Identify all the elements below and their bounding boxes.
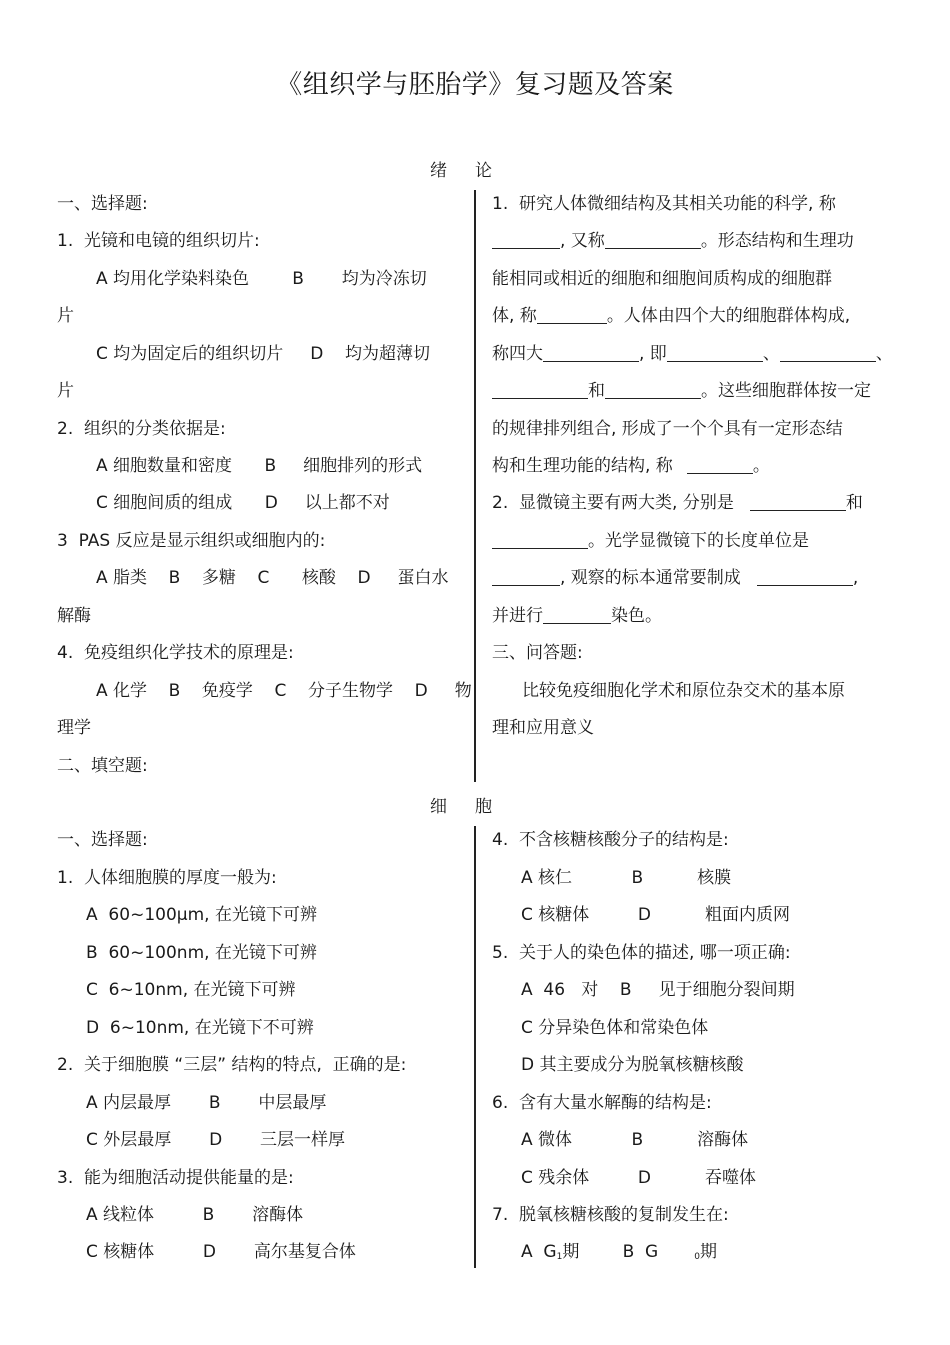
right-text-line: 和 。这些细胞群体按一定 (492, 380, 871, 402)
right-text-line: C 分异染色体和常染色体 (521, 1018, 709, 1038)
right-text-line: A 核仁 B 核膜 (521, 868, 732, 888)
right-text-line: 6. 含有大量水解酶的结构是: (492, 1093, 712, 1113)
left-text-line: 一、选择题: (57, 830, 148, 850)
left-text-line: 2. 关于细胞膜 “三层” 结构的特点, 正确的是: (57, 1055, 407, 1075)
right-text-line: 的规律排列组合, 形成了一个个具有一定形态结 (492, 419, 843, 439)
right-text-line: 三、问答题: (492, 643, 583, 663)
fill-blank (543, 345, 639, 362)
fill-blank (687, 457, 753, 474)
right-text-line: , 观察的标本通常要制成 , (492, 567, 858, 589)
column-divider (474, 826, 476, 1268)
left-text-line: C 均为固定后的组织切片 D 均为超薄切 (96, 344, 430, 364)
left-text-line: A 化学 B 免疫学 C 分子生物学 D 物 (96, 681, 472, 701)
section-heading-introduction: 绪论 (430, 161, 520, 181)
right-text-line: A 46 对 B 见于细胞分裂间期 (521, 980, 795, 1000)
fill-blank (492, 569, 560, 586)
column-divider (474, 190, 476, 782)
right-text-line: 2. 显微镜主要有两大类, 分别是 和 (492, 493, 863, 513)
document-title: 《组织学与胚胎学》复习题及答案 (276, 70, 674, 100)
left-text-line: 二、填空题: (57, 756, 148, 776)
right-text-line: 4. 不含核糖核酸分子的结构是: (492, 830, 729, 850)
fill-blank (543, 607, 611, 624)
left-text-line: A 脂类 B 多糖 C 核酸 D 蛋白水 (96, 568, 449, 588)
fill-blank (780, 345, 876, 362)
right-text-line: 能相同或相近的细胞和细胞间质构成的细胞群 (492, 269, 832, 289)
left-text-line: 3. 能为细胞活动提供能量的是: (57, 1168, 294, 1188)
left-text-line: A 细胞数量和密度 B 细胞排列的形式 (96, 456, 423, 476)
right-text-line: 5. 关于人的染色体的描述, 哪一项正确: (492, 943, 791, 963)
left-text-line: A 60~100μm, 在光镜下可辨 (86, 905, 317, 925)
fill-blank (605, 382, 701, 399)
right-text-line: 构和生理功能的结构, 称 。 (492, 456, 770, 476)
left-text-line: D 6~10nm, 在光镜下不可辨 (86, 1018, 314, 1038)
left-text-line: C 核糖体 D 高尔基复合体 (86, 1242, 356, 1262)
right-text-line: A 微体 B 溶酶体 (521, 1130, 749, 1150)
left-text-line: A 均用化学染料染色 B 均为冷冻切 (96, 269, 427, 289)
left-text-line: 理学 (57, 718, 91, 738)
left-text-line: 3 PAS 反应是显示组织或细胞内的: (57, 531, 326, 551)
left-text-line: B 60~100nm, 在光镜下可辨 (86, 943, 317, 963)
left-text-line: 解酶 (57, 606, 91, 626)
left-text-line: 4. 免疫组织化学技术的原理是: (57, 643, 294, 663)
fill-blank (667, 345, 763, 362)
fill-blank (537, 307, 607, 324)
right-text-line: 比较免疫细胞化学术和原位杂交术的基本原 (522, 681, 845, 701)
left-text-line: 片 (57, 306, 74, 326)
right-text-line: D 其主要成分为脱氧核糖核酸 (521, 1055, 744, 1075)
section-heading-cell: 细胞 (430, 797, 520, 817)
left-text-line: 片 (57, 381, 74, 401)
left-text-line: C 6~10nm, 在光镜下可辨 (86, 980, 296, 1000)
left-text-line: C 细胞间质的组成 D 以上都不对 (96, 493, 390, 513)
fill-blank (492, 382, 588, 399)
left-text-line: 一、选择题: (57, 194, 148, 214)
fill-blank (605, 232, 701, 249)
left-text-line: A 内层最厚 B 中层最厚 (86, 1093, 327, 1113)
left-text-line: C 外层最厚 D 三层一样厚 (86, 1130, 346, 1150)
fill-blank (757, 569, 853, 586)
right-text-line: A $G_1$期 B G $_0$期 (521, 1242, 717, 1262)
left-text-line: A 线粒体 B 溶酶体 (86, 1205, 304, 1225)
right-text-line: C 核糖体 D 粗面内质网 (521, 905, 791, 925)
right-text-line: 理和应用意义 (492, 718, 594, 738)
left-text-line: 2. 组织的分类依据是: (57, 419, 226, 439)
right-text-line: 1. 研究人体微细结构及其相关功能的科学, 称 (492, 194, 836, 214)
right-text-line: 称四大 , 即 、 、 (492, 344, 893, 364)
right-text-line: , 又称 。形态结构和生理功 (492, 230, 854, 252)
fill-blank (750, 494, 846, 511)
right-text-line: 体, 称 。人体由四个大的细胞群体构成, (492, 306, 851, 326)
right-text-line: C 残余体 D 吞噬体 (521, 1168, 757, 1188)
fill-blank (492, 232, 560, 249)
left-text-line: 1. 光镜和电镜的组织切片: (57, 231, 260, 251)
right-text-line: 。光学显微镜下的长度单位是 (492, 530, 809, 552)
left-text-line: 1. 人体细胞膜的厚度一般为: (57, 868, 277, 888)
fill-blank (492, 532, 588, 549)
right-text-line: 并进行 染色。 (492, 606, 662, 626)
right-text-line: 7. 脱氧核糖核酸的复制发生在: (492, 1205, 729, 1225)
